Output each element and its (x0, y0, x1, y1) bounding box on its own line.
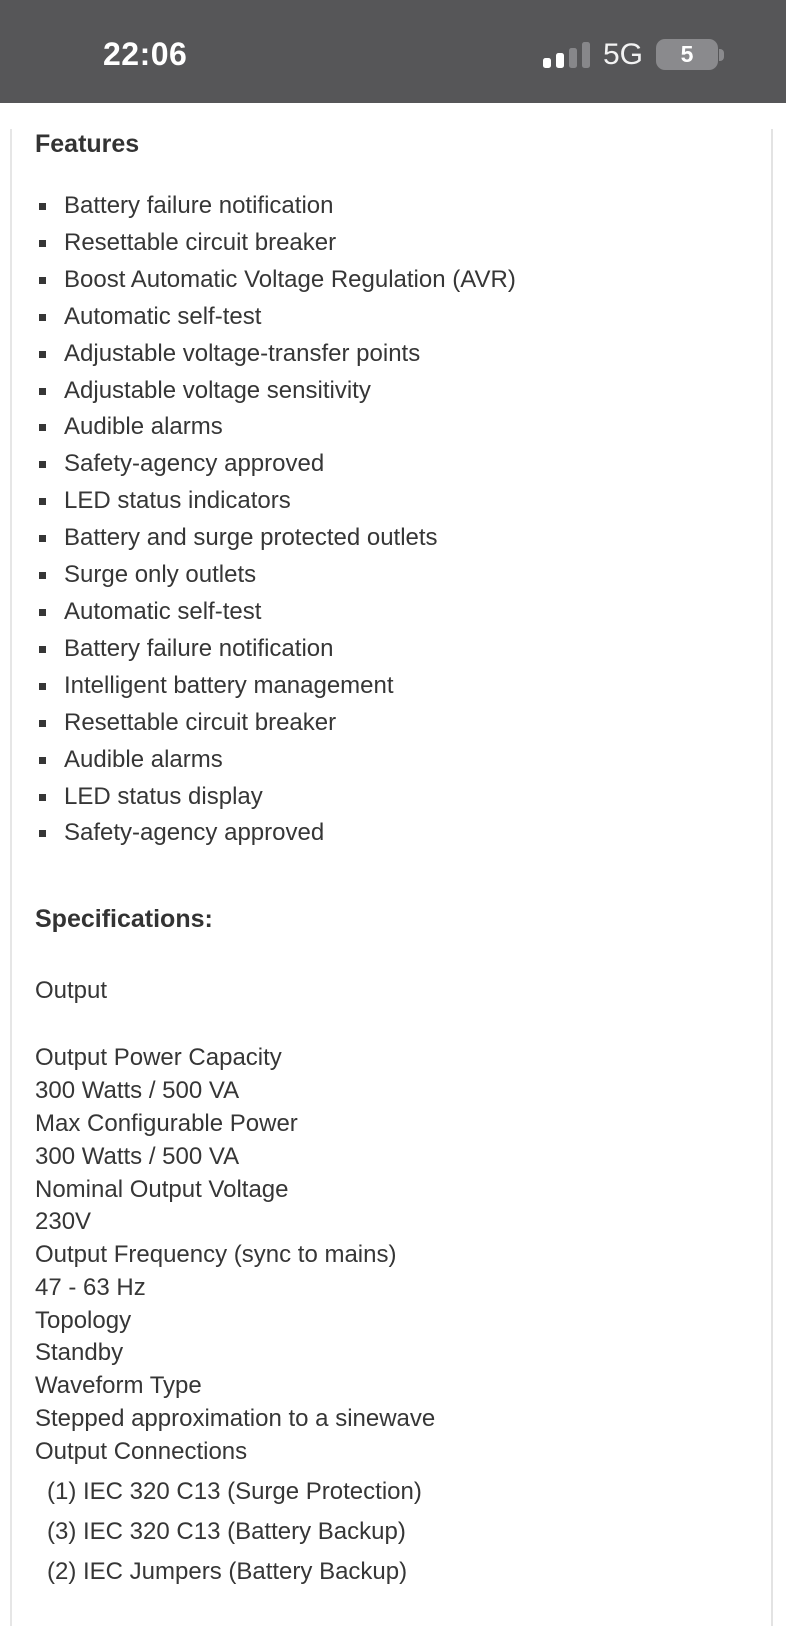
spec-label: Topology (35, 1306, 132, 1334)
feature-item: Boost Automatic Voltage Regulation (AVR) (35, 262, 741, 299)
spec-value: Stepped approximation to a sinewave (35, 1405, 436, 1433)
spec-value: Standby (35, 1339, 124, 1367)
spec-label: Waveform Type (35, 1372, 202, 1400)
spec-label: Output Connections (35, 1437, 248, 1465)
spec-connection-item: (2) IEC Jumpers (Battery Backup) (47, 1557, 408, 1585)
page-content (10, 129, 773, 1626)
status-time-label: 22:06 (103, 36, 188, 72)
spec-label: Nominal Output Voltage (35, 1175, 289, 1203)
cellular-signal-icon (543, 42, 590, 68)
spec-value: 300 Watts / 500 VA (35, 1142, 240, 1170)
features-list (35, 188, 741, 852)
spec-connections (35, 1474, 741, 1589)
spec-group-title: Output (35, 977, 108, 1005)
feature-item: Automatic self-test (35, 299, 741, 336)
signal-bar-3 (569, 48, 577, 68)
feature-item: Battery failure notification (35, 188, 741, 225)
feature-item: LED status display (35, 779, 741, 816)
feature-item: Battery and surge protected outlets (35, 520, 741, 557)
feature-item: Automatic self-test (35, 594, 741, 631)
feature-item: Surge only outlets (35, 557, 741, 594)
network-type-label: 5G (602, 37, 643, 71)
signal-bar-2 (556, 53, 564, 68)
signal-bar-1 (543, 58, 551, 68)
specifications-heading: Specifications: (35, 905, 213, 934)
feature-item: Resettable circuit breaker (35, 225, 741, 262)
status-right-cluster (543, 38, 724, 72)
battery-cap (719, 49, 724, 61)
features-heading: Features (35, 130, 140, 158)
spec-value: 47 - 63 Hz (35, 1273, 146, 1301)
signal-bar-4 (582, 42, 590, 68)
spec-connection-item: (1) IEC 320 C13 (Surge Protection) (47, 1477, 422, 1505)
spec-connection-item: (3) IEC 320 C13 (Battery Backup) (47, 1517, 406, 1545)
feature-item: Audible alarms (35, 742, 741, 779)
feature-item: LED status indicators (35, 483, 741, 520)
status-bar (0, 0, 786, 103)
spec-label: Output Power Capacity (35, 1044, 282, 1072)
feature-item: Intelligent battery management (35, 668, 741, 705)
feature-item: Safety-agency approved (35, 446, 741, 483)
feature-item: Adjustable voltage sensitivity (35, 373, 741, 410)
feature-item: Audible alarms (35, 409, 741, 446)
spec-label: Output Frequency (sync to mains) (35, 1241, 397, 1269)
spec-value: 230V (35, 1208, 92, 1236)
feature-item: Resettable circuit breaker (35, 705, 741, 742)
feature-item: Adjustable voltage-transfer points (35, 336, 741, 373)
battery-percent-label: 5 (680, 41, 694, 67)
feature-item: Safety-agency approved (35, 815, 741, 852)
feature-item: Battery failure notification (35, 631, 741, 668)
spec-lines (35, 1042, 741, 1468)
spec-label: Max Configurable Power (35, 1109, 298, 1137)
battery-icon (656, 39, 718, 70)
spec-value: 300 Watts / 500 VA (35, 1077, 240, 1105)
